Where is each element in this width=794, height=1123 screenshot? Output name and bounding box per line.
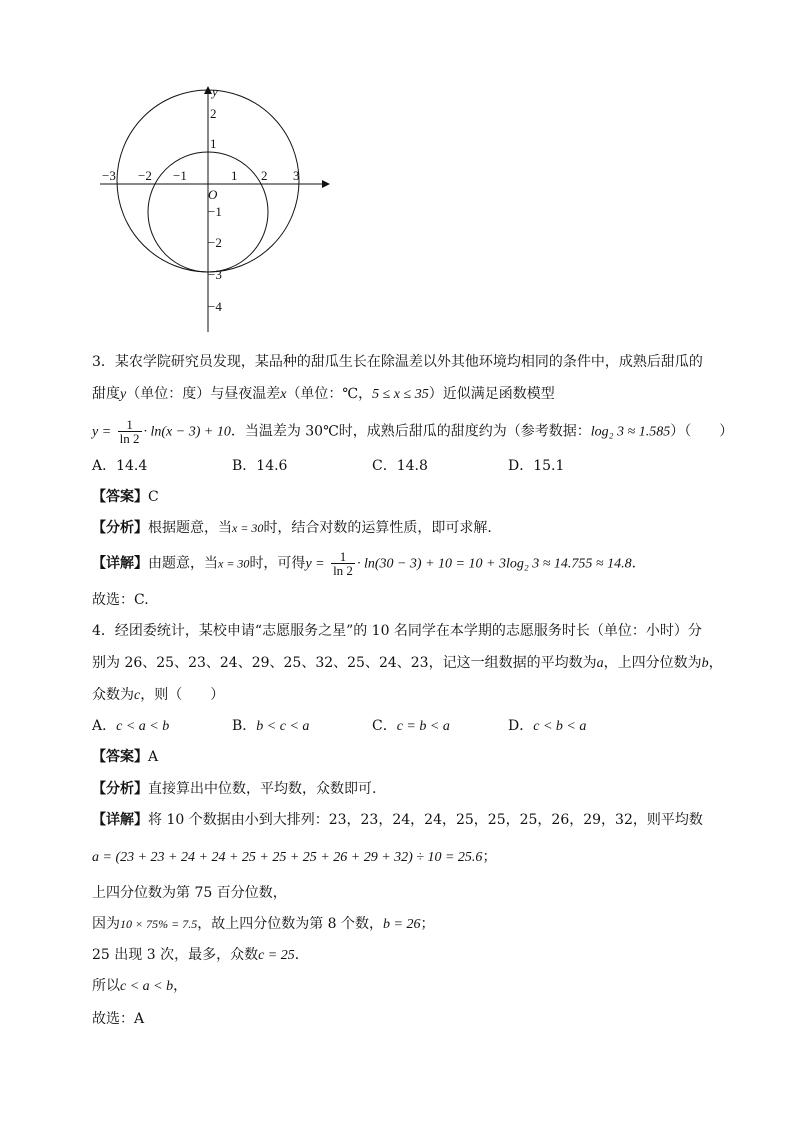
- mean-expr: a = (23 + 23 + 24 + 24 + 25 + 25 + 25 + 26 + 29 + 32) ÷ 10 = 25.6: [92, 850, 483, 865]
- detail-rhs: · ln(30 − 3) + 10 = 10 + 3log₂ 3 ≈ 14.755 ≈ 14.8: [356, 556, 632, 572]
- var-a: a: [596, 656, 604, 671]
- detail-text: 时，可得: [249, 555, 306, 572]
- option-expr: b < c < a: [256, 719, 310, 734]
- q3-stem-line-1: [92, 352, 712, 372]
- range-expr: 5 ≤ x ≤ 35: [372, 387, 429, 402]
- q3-options: [92, 456, 712, 476]
- detail-tag: 【详解】: [92, 555, 148, 572]
- q4-option-d: [508, 716, 586, 737]
- y-tick-label: −1: [208, 204, 222, 219]
- var-c: c: [134, 688, 141, 703]
- q3-stem-text: 3．某农学院研究员发现，某品种的甜瓜生长在除温差以外其他环境均相同的条件中，成熟后甜瓜的: [92, 354, 703, 370]
- q4-detail-line-1: [92, 810, 712, 830]
- y-tick-label: 1: [210, 136, 217, 151]
- detail-text: 所以: [92, 978, 120, 994]
- q4-stem-text: ，则（ ）: [140, 687, 225, 703]
- q4-stem-line-2: [92, 653, 723, 674]
- x-tick-label: −3: [102, 168, 116, 183]
- q4-stem-text: 众数为: [92, 687, 134, 703]
- conclusion-text: 故选：C.: [92, 592, 149, 608]
- analysis-tag: 【分析】: [92, 520, 148, 536]
- q4-stem-line-3: [92, 685, 712, 706]
- q4-stem-text: 4．经团委统计，某校申请“志愿服务之星”的 10 名同学在本学期的志愿服务时长（单位：小时）分: [92, 623, 702, 639]
- detail-fraction: [331, 550, 355, 577]
- option-letter: C．: [372, 718, 397, 734]
- detail-text: 25 出现 3 次，最多，众数: [92, 947, 259, 963]
- reference-data: log₂ 3 ≈ 1.585: [590, 424, 671, 440]
- answer-value: A: [148, 749, 159, 765]
- q4-option-c: [372, 716, 450, 737]
- model-fraction: [118, 418, 142, 445]
- q3-stem-text: ）近似满足函数模型: [428, 386, 555, 402]
- y-tick-label: 2: [210, 106, 217, 121]
- condition-expr: x = 30: [218, 556, 250, 571]
- detail-text: ，: [173, 978, 188, 994]
- x-tick-label: 1: [231, 168, 238, 183]
- q4-options: [92, 716, 712, 736]
- q3-stem-line-2: [92, 384, 712, 405]
- detail-text: ；: [420, 916, 435, 932]
- conclusion-text: 故选：A: [92, 1011, 145, 1027]
- var-b: b: [701, 656, 709, 671]
- option-letter: D．: [508, 718, 534, 734]
- option-expr: c = b < a: [396, 719, 450, 734]
- var-y: y: [120, 387, 127, 402]
- option-letter: B．: [232, 718, 257, 734]
- answer-tag: 【答案】: [92, 489, 148, 505]
- q3-option-b: B．14.6: [232, 458, 288, 474]
- q3-conclusion: [92, 590, 712, 610]
- q4-detail-line-3: [92, 883, 712, 903]
- fraction-denominator: ln 2: [333, 563, 353, 578]
- model-lhs: y =: [92, 424, 112, 440]
- fraction-denominator: ln 2: [119, 431, 140, 446]
- detail-lhs: y =: [305, 556, 325, 572]
- detail-text: ，故上四分位数为第 8 个数，: [197, 916, 384, 932]
- q3-option-a: A．14.4: [92, 458, 148, 474]
- percentile-expr: 10 × 75% = 7.5: [120, 917, 198, 931]
- q4-detail-line-2: [92, 847, 712, 868]
- detail-text: 由题意，当: [148, 555, 218, 572]
- q4-stem-text: ，: [708, 655, 723, 671]
- analysis-text: 直接算出中位数，平均数，众数即可.: [148, 781, 377, 797]
- q3-detail: [92, 550, 712, 578]
- detail-text: ；: [482, 849, 497, 865]
- q3-stem-text: （单位：℃，: [286, 386, 373, 402]
- q4-detail-line-5: [92, 945, 712, 966]
- var-x: x: [280, 387, 287, 402]
- q4-answer: [92, 747, 712, 767]
- analysis-tag: 【分析】: [92, 781, 148, 797]
- q4-option-b: [232, 716, 309, 737]
- detail-text: 将 10 个数据由小到大排列：23，23，24，24，25，25，25，26，29，32，则平均数: [148, 812, 703, 828]
- y-tick-label: −2: [208, 235, 222, 250]
- circles-diagram: [96, 82, 336, 337]
- q4-stem-text: 别为 26、25、23、24、29、25、32、25、24、23，记这一组数据的平均数为: [92, 655, 597, 671]
- q3-stem-text: （单位：度）与昼夜温差: [126, 386, 281, 402]
- q3-stem-text: ）（ ）: [670, 423, 734, 440]
- model-rhs: · ln(x − 3) + 10: [143, 424, 231, 440]
- q3-analysis: [92, 518, 712, 538]
- q3-option-d: D．15.1: [508, 458, 565, 474]
- detail-text: 上四分位数为第 75 百分位数，: [92, 885, 287, 901]
- analysis-text: 根据题意，当: [148, 520, 232, 536]
- x-tick-label: 3: [293, 168, 300, 183]
- conclusion-expr: c < a < b: [120, 979, 174, 994]
- q4-detail-line-4: [92, 914, 712, 935]
- x-tick-label: 2: [261, 168, 268, 183]
- option-letter: A．: [92, 718, 117, 734]
- option-expr: c < b < a: [533, 719, 587, 734]
- condition-expr: x = 30: [232, 521, 264, 535]
- detail-text: ．: [294, 947, 309, 963]
- q4-analysis: [92, 779, 712, 799]
- x-tick-label: −1: [173, 168, 187, 183]
- y-tick-label: −4: [208, 299, 222, 314]
- answer-value: C: [148, 489, 159, 505]
- detail-text: ．: [631, 555, 646, 572]
- analysis-text: 时，结合对数的运算性质，即可求解.: [263, 520, 492, 536]
- q4-stem-text: ，上四分位数为: [603, 655, 702, 671]
- q3-stem-line-3: [92, 417, 734, 446]
- option-expr: c < a < b: [116, 719, 170, 734]
- mode-expr: c = 25: [258, 948, 295, 963]
- q3-option-c: C．14.8: [372, 458, 428, 474]
- q4-detail-line-6: [92, 976, 712, 997]
- origin-label: O: [208, 187, 218, 202]
- q4-stem-line-1: [92, 621, 712, 641]
- y-tick-label: −3: [208, 267, 222, 282]
- answer-tag: 【答案】: [92, 749, 148, 765]
- detail-tag: 【详解】: [92, 812, 148, 828]
- q3-answer: [92, 487, 712, 507]
- y-axis-label: y: [212, 84, 218, 99]
- detail-text: 因为: [92, 916, 120, 932]
- fraction-numerator: 1: [331, 550, 355, 564]
- fraction-numerator: 1: [118, 418, 142, 432]
- q4-option-a: [92, 716, 169, 737]
- b-value-expr: b = 26: [383, 917, 421, 932]
- q3-stem-text: ．当温差为 30℃时，成熟后甜瓜的甜度约为（参考数据：: [230, 423, 591, 440]
- x-tick-label: −2: [138, 168, 152, 183]
- q3-stem-text: 甜度: [92, 386, 120, 402]
- coordinate-figure: [96, 82, 336, 337]
- q4-conclusion: [92, 1009, 712, 1029]
